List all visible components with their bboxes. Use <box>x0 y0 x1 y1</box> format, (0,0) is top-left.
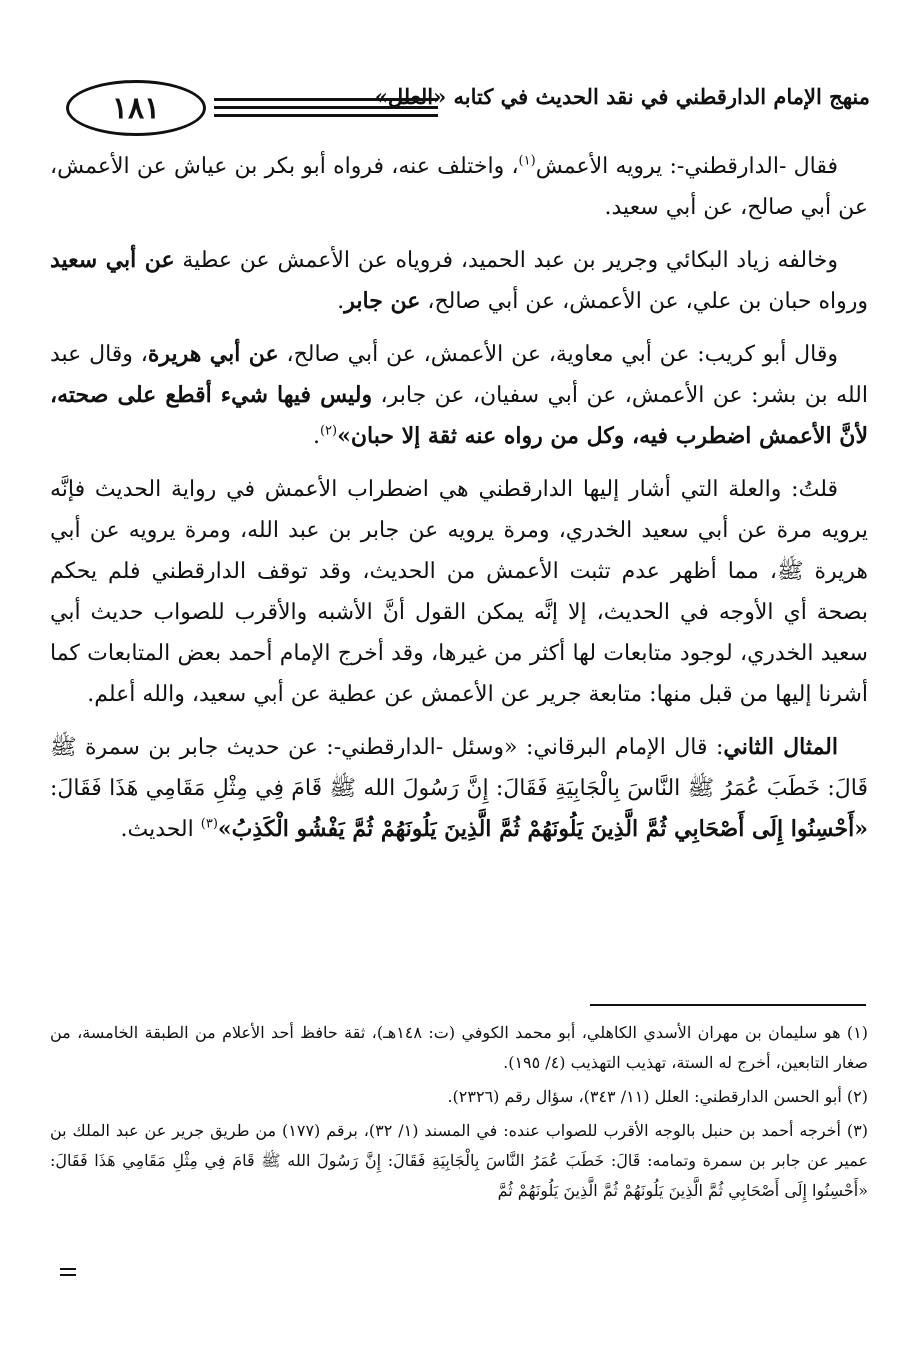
main-text <box>50 146 868 862</box>
footnote-separator <box>590 1004 866 1006</box>
footnote: (٣) أخرجه أحمد بن حنبل بالوجه الأقرب للصواب عنده: في المسند (١/ ٣٢)، برقم (١٧٧) من طريق جرير عن عبد الملك بن عمير عن جابر بن سمرة وتمامه: قَالَ: خَطَبَ عُمَرُ النَّاسَ بِالْجَابِيَةِ فَقَالَ: إِنَّ رَسُولَ الله ﷺ قَامَ فِي مِثْلِ مَقَامِي هَذَا فَقَالَ: «أَحْسِنُوا إِلَى أَصْحَابِي ثُمَّ الَّذِينَ يَلُونَهُمْ ثُمَّ الَّذِينَ يَلُونَهُمْ ثُمَّ <box>50 1121 869 1200</box>
running-title: منهج الإمام الدارقطني في نقد الحديث في كتابه «العلل» <box>374 84 870 109</box>
page-number: ١٨١ <box>111 90 161 126</box>
page-number-badge <box>66 80 206 136</box>
page-header <box>48 70 870 140</box>
footnote: (٢) أبو الحسن الدارقطني: العلل (١١/ ٣٤٣)، سؤال رقم (٢٣٢٦). <box>447 1087 868 1106</box>
hadith-quote: «أَحْسِنُوا إِلَى أَصْحَابِي ثُمَّ الَّذِينَ يَلُونَهُمْ ثُمَّ الَّذِينَ يَلُونَهُمْ ثُمَّ يَفْشُو الْكَذِبُ» <box>217 816 868 842</box>
paragraph: وخالفه زياد البكائي وجرير بن عبد الحميد، فروياه عن الأعمش عن عطية عن أبي سعيد ورواه حبان بن علي، عن الأعمش، عن أبي صالح، عن جابر. <box>50 247 868 314</box>
footnote-ref: (٢) <box>319 423 338 439</box>
footnote-ref: (٣) <box>200 816 218 832</box>
paragraph: قلتُ: والعلة التي أشار إليها الدارقطني هي اضطراب الأعمش في رواية الحديث فإنَّه يرويه مرة عن أبي سعيد الخدري، ومرة يرويه عن جابر بن عبد الله، ومرة يرويه عن أبي هريرة ﷺ، مما أظهر عدم تثبت الأعمش من الحديث، وقد توقف الدارقطني فلم يحكم بصحة أي الأوجه في الحديث، إلا إنَّه يمكن القول أنَّ الأشبه والأقرب للصواب حديث أبي سعيد الخدري، لوجود متابعات لها أكثر من غيرها، وقد أخرج الإمام أحمد بعض المتابعات كما أشرنا إليها من قبل منها: متابعة جرير عن الأعمش عن عطية عن أبي سعيد، والله أعلم. <box>50 477 868 707</box>
continuation-mark <box>60 1268 76 1280</box>
paragraph: المثال الثاني: قال الإمام البرقاني: «وسئل -الدارقطني-: عن حديث جابر بن سمرة ﷺ قَالَ: خَطَبَ عُمَرُ ﷺ النَّاسَ بِالْجَابِيَةِ فَقَالَ: إِنَّ رَسُولَ الله ﷺ قَامَ فِي مِثْلِ مَقَامِي هَذَا فَقَالَ: «أَحْسِنُوا إِلَى أَصْحَابِي ثُمَّ الَّذِينَ يَلُونَهُمْ ثُمَّ الَّذِينَ يَلُونَهُمْ ثُمَّ يَفْشُو الْكَذِبُ»$^{(٣)}$ الحديث. <box>50 734 868 842</box>
header-rule <box>214 114 438 117</box>
footnotes <box>50 1018 868 1210</box>
footnote: (١) هو سليمان بن مهران الأسدي الكاهلي، أبو محمد الكوفي (ت: ١٤٨هـ)، ثقة حافظ أحد الأعلام من الطبقة الخامسة، من صغار التابعين، أخرج له الستة، تهذيب التهذيب (٤/ ١٩٥). <box>50 1023 868 1072</box>
paragraph: وقال أبو كريب: عن أبي معاوية، عن الأعمش، عن أبي صالح، عن أبي هريرة، وقال عبد الله بن بشر: عن الأعمش، عن أبي سفيان، عن جابر، وليس فيها شيء أقطع على صحته، لأنَّ الأعمش اضطرب فيه، وكل من رواه عنه ثقة إلا حبان»$^{(٢)}$. <box>50 341 868 449</box>
example-label: المثال الثاني <box>723 734 838 760</box>
footnote-ref: (١) <box>518 153 536 169</box>
paragraph: فقال -الدارقطني-: يرويه الأعمش$^{(١)}$، واختلف عنه، فرواه أبو بكر بن عياش عن الأعمش، عن أبي صالح، عن أبي سعيد. <box>50 153 868 220</box>
